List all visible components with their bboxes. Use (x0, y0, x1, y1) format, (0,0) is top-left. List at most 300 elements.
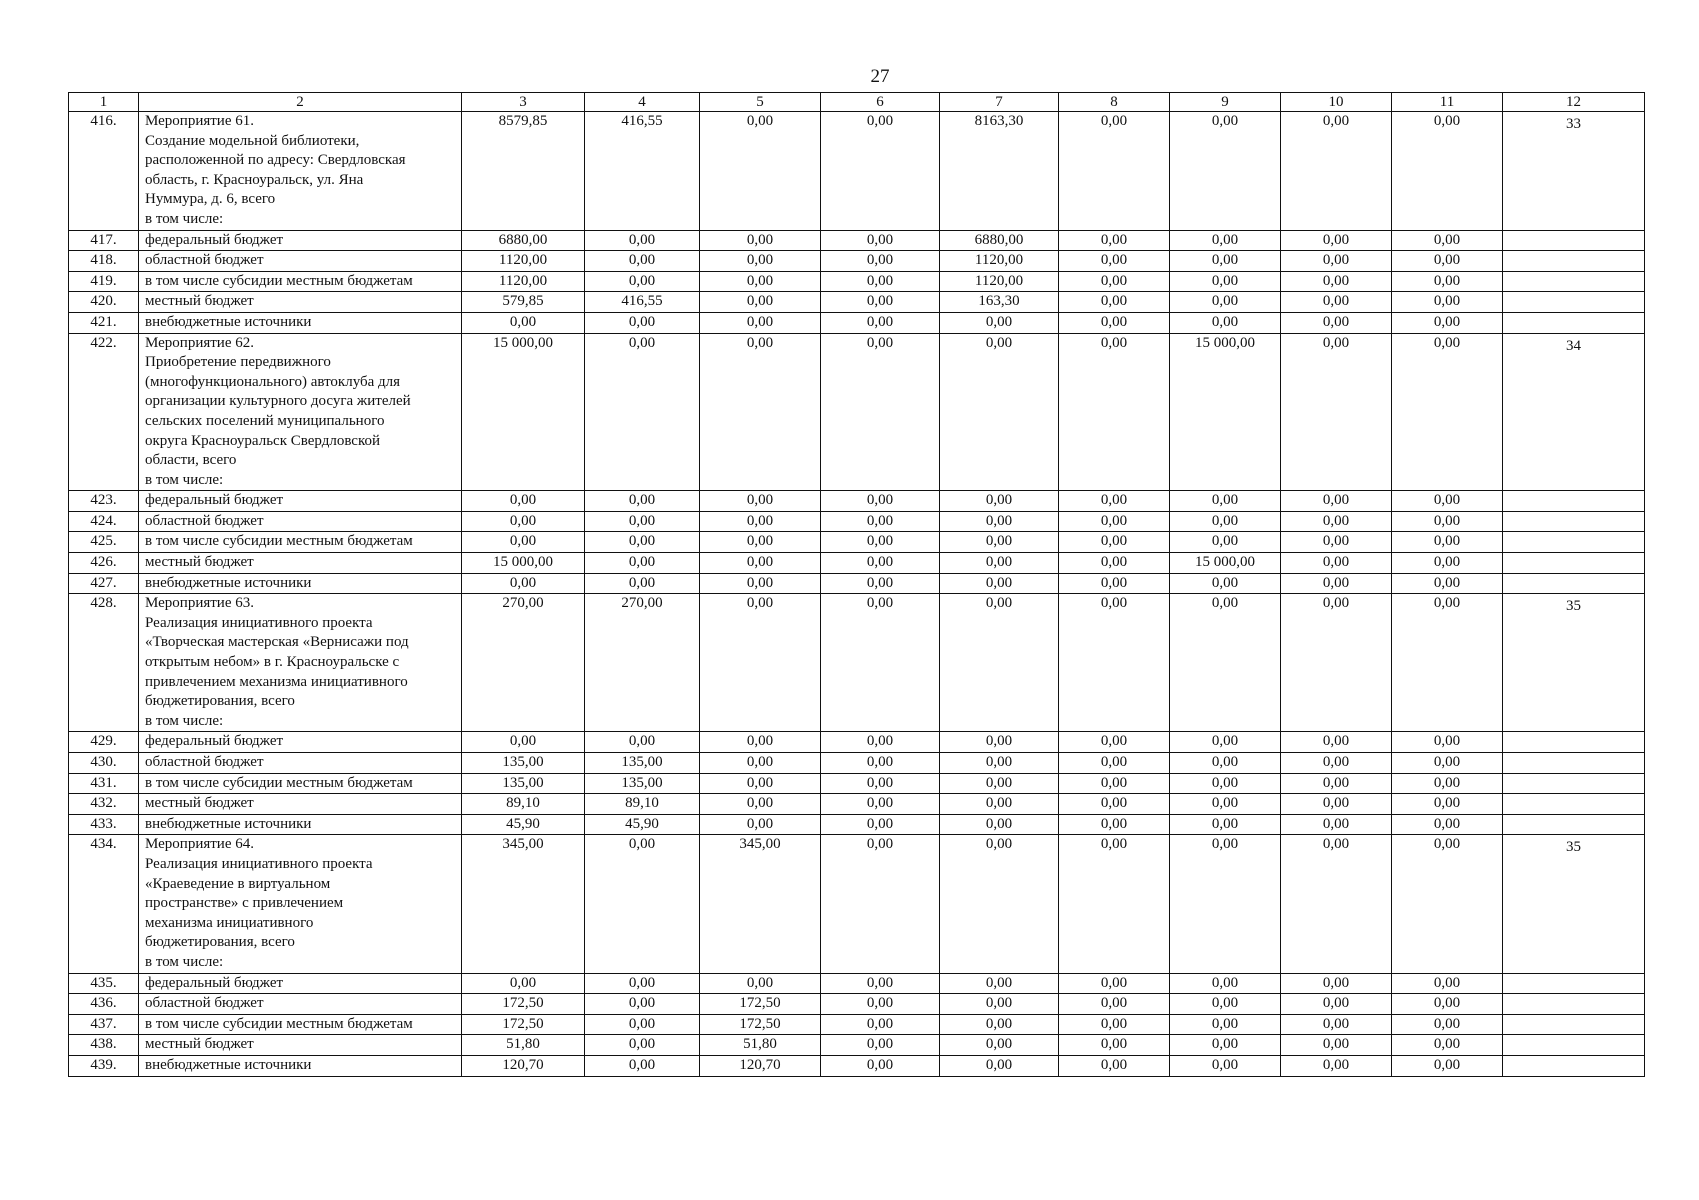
value-cell-col-9: 0,00 (1170, 271, 1281, 292)
table-row (69, 312, 1645, 333)
value-cell-col-5: 0,00 (700, 773, 821, 794)
value-cell-col-6: 0,00 (821, 333, 940, 491)
value-cell-col-6: 0,00 (821, 573, 940, 594)
reference-cell (1503, 973, 1645, 994)
value-cell-col-10: 0,00 (1281, 230, 1392, 251)
row-label (139, 794, 462, 815)
row-number: 428. (69, 594, 139, 732)
row-label-line: механизма инициативного (145, 914, 314, 931)
value-cell-col-7: 1120,00 (940, 271, 1059, 292)
row-number: 430. (69, 753, 139, 774)
value-cell-col-3: 8579,85 (462, 112, 585, 231)
value-cell-col-7: 0,00 (940, 732, 1059, 753)
value-cell-col-10: 0,00 (1281, 271, 1392, 292)
value-cell-col-11: 0,00 (1392, 112, 1503, 231)
value-cell-col-11: 0,00 (1392, 1014, 1503, 1035)
value-cell-col-5: 0,00 (700, 333, 821, 491)
row-label-line: федеральный бюджет (145, 492, 284, 509)
value-cell-col-11: 0,00 (1392, 271, 1503, 292)
row-label (139, 814, 462, 835)
reference-cell (1503, 994, 1645, 1015)
row-label-line: в том числе субсидии местным бюджетам (145, 533, 413, 550)
row-label-line: расположенной по адресу: Свердловская (145, 152, 406, 169)
value-cell-col-4: 0,00 (585, 973, 700, 994)
value-cell-col-6: 0,00 (821, 594, 940, 732)
value-cell-col-9: 0,00 (1170, 794, 1281, 815)
value-cell-col-5: 0,00 (700, 312, 821, 333)
row-label-line: в том числе субсидии местным бюджетам (145, 272, 413, 289)
value-cell-col-7: 0,00 (940, 794, 1059, 815)
value-cell-col-7: 0,00 (940, 773, 1059, 794)
value-cell-col-4: 0,00 (585, 732, 700, 753)
row-number: 432. (69, 794, 139, 815)
value-cell-col-5: 0,00 (700, 794, 821, 815)
value-cell-col-10: 0,00 (1281, 994, 1392, 1015)
value-cell-col-4: 89,10 (585, 794, 700, 815)
value-cell-col-8: 0,00 (1059, 112, 1170, 231)
value-cell-col-8: 0,00 (1059, 732, 1170, 753)
row-label (139, 333, 462, 491)
value-cell-col-4: 0,00 (585, 491, 700, 512)
row-label (139, 251, 462, 272)
value-cell-col-6: 0,00 (821, 973, 940, 994)
row-number: 434. (69, 835, 139, 973)
value-cell-col-7: 0,00 (940, 1014, 1059, 1035)
row-label-line: местный бюджет (145, 293, 254, 310)
reference-cell (1503, 753, 1645, 774)
value-cell-col-9: 0,00 (1170, 1055, 1281, 1076)
value-cell-col-7: 0,00 (940, 1055, 1059, 1076)
row-number: 438. (69, 1035, 139, 1056)
value-cell-col-10: 0,00 (1281, 553, 1392, 574)
value-cell-col-4: 0,00 (585, 312, 700, 333)
value-cell-col-3: 0,00 (462, 573, 585, 594)
value-cell-col-6: 0,00 (821, 491, 940, 512)
value-cell-col-11: 0,00 (1392, 532, 1503, 553)
row-number: 431. (69, 773, 139, 794)
value-cell-col-5: 0,00 (700, 732, 821, 753)
value-cell-col-11: 0,00 (1392, 994, 1503, 1015)
value-cell-col-11: 0,00 (1392, 835, 1503, 973)
table-row (69, 292, 1645, 313)
value-cell-col-11: 0,00 (1392, 511, 1503, 532)
value-cell-col-4: 416,55 (585, 292, 700, 313)
value-cell-col-11: 0,00 (1392, 251, 1503, 272)
value-cell-col-10: 0,00 (1281, 794, 1392, 815)
row-label-line: «Краеведение в виртуальном (145, 875, 331, 892)
column-header-1: 1 (69, 93, 139, 112)
row-label-line: Реализация инициативного проекта (145, 614, 373, 631)
value-cell-col-3: 45,90 (462, 814, 585, 835)
value-cell-col-9: 0,00 (1170, 753, 1281, 774)
value-cell-col-8: 0,00 (1059, 230, 1170, 251)
value-cell-col-3: 1120,00 (462, 271, 585, 292)
value-cell-col-3: 0,00 (462, 511, 585, 532)
value-cell-col-7: 0,00 (940, 532, 1059, 553)
value-cell-col-10: 0,00 (1281, 732, 1392, 753)
value-cell-col-7: 8163,30 (940, 112, 1059, 231)
value-cell-col-10: 0,00 (1281, 594, 1392, 732)
value-cell-col-11: 0,00 (1392, 292, 1503, 313)
value-cell-col-4: 0,00 (585, 1055, 700, 1076)
value-cell-col-8: 0,00 (1059, 532, 1170, 553)
reference-cell (1503, 773, 1645, 794)
value-cell-col-10: 0,00 (1281, 573, 1392, 594)
value-cell-col-10: 0,00 (1281, 973, 1392, 994)
value-cell-col-5: 172,50 (700, 994, 821, 1015)
table-row (69, 333, 1645, 491)
table-row (69, 532, 1645, 553)
value-cell-col-6: 0,00 (821, 835, 940, 973)
column-header-9: 9 (1170, 93, 1281, 112)
reference-cell: 33 (1503, 112, 1645, 231)
value-cell-col-6: 0,00 (821, 271, 940, 292)
value-cell-col-3: 89,10 (462, 794, 585, 815)
row-label (139, 271, 462, 292)
row-label-line: в том числе: (145, 210, 224, 227)
row-label-line: Реализация инициативного проекта (145, 855, 373, 872)
reference-cell: 35 (1503, 835, 1645, 973)
value-cell-col-11: 0,00 (1392, 553, 1503, 574)
reference-cell (1503, 491, 1645, 512)
row-label-line: Создание модельной библиотеки, (145, 132, 360, 149)
value-cell-col-5: 0,00 (700, 511, 821, 532)
value-cell-col-5: 345,00 (700, 835, 821, 973)
reference-cell (1503, 573, 1645, 594)
value-cell-col-10: 0,00 (1281, 835, 1392, 973)
value-cell-col-9: 0,00 (1170, 994, 1281, 1015)
value-cell-col-10: 0,00 (1281, 333, 1392, 491)
reference-cell (1503, 1035, 1645, 1056)
reference-cell (1503, 1055, 1645, 1076)
row-number: 427. (69, 573, 139, 594)
table-row (69, 814, 1645, 835)
row-label (139, 491, 462, 512)
row-label-line: сельских поселений муниципального (145, 412, 385, 429)
row-label-line: пространстве» с привлечением (145, 895, 344, 912)
value-cell-col-5: 0,00 (700, 594, 821, 732)
row-label-line: (многофункционального) автоклуба для (145, 373, 401, 390)
value-cell-col-4: 0,00 (585, 230, 700, 251)
column-header-3: 3 (462, 93, 585, 112)
value-cell-col-9: 0,00 (1170, 814, 1281, 835)
table-body (69, 93, 1645, 1077)
row-number: 418. (69, 251, 139, 272)
table-row (69, 553, 1645, 574)
value-cell-col-7: 1120,00 (940, 251, 1059, 272)
table-row (69, 1014, 1645, 1035)
row-label-line: в том числе: (145, 712, 224, 729)
row-number: 423. (69, 491, 139, 512)
value-cell-col-8: 0,00 (1059, 312, 1170, 333)
value-cell-col-4: 45,90 (585, 814, 700, 835)
value-cell-col-9: 0,00 (1170, 732, 1281, 753)
row-label (139, 532, 462, 553)
table-row (69, 732, 1645, 753)
row-label-line: местный бюджет (145, 795, 254, 812)
value-cell-col-3: 345,00 (462, 835, 585, 973)
column-header-8: 8 (1059, 93, 1170, 112)
value-cell-col-6: 0,00 (821, 292, 940, 313)
table-row (69, 594, 1645, 732)
value-cell-col-3: 0,00 (462, 732, 585, 753)
row-label-line: округа Красноуральск Свердловской (145, 432, 381, 449)
column-header-7: 7 (940, 93, 1059, 112)
column-header-11: 11 (1392, 93, 1503, 112)
value-cell-col-11: 0,00 (1392, 753, 1503, 774)
value-cell-col-3: 0,00 (462, 491, 585, 512)
value-cell-col-10: 0,00 (1281, 312, 1392, 333)
value-cell-col-9: 0,00 (1170, 532, 1281, 553)
value-cell-col-9: 15 000,00 (1170, 553, 1281, 574)
value-cell-col-4: 135,00 (585, 753, 700, 774)
row-label-line: в том числе: (145, 471, 224, 488)
row-label-line: Мероприятие 61. (145, 113, 254, 129)
row-number: 420. (69, 292, 139, 313)
value-cell-col-11: 0,00 (1392, 1035, 1503, 1056)
value-cell-col-4: 416,55 (585, 112, 700, 231)
row-label-line: федеральный бюджет (145, 974, 284, 991)
value-cell-col-8: 0,00 (1059, 1035, 1170, 1056)
value-cell-col-5: 0,00 (700, 553, 821, 574)
value-cell-col-8: 0,00 (1059, 794, 1170, 815)
value-cell-col-8: 0,00 (1059, 594, 1170, 732)
value-cell-col-5: 0,00 (700, 573, 821, 594)
value-cell-col-6: 0,00 (821, 994, 940, 1015)
value-cell-col-6: 0,00 (821, 773, 940, 794)
value-cell-col-9: 0,00 (1170, 491, 1281, 512)
row-number: 429. (69, 732, 139, 753)
value-cell-col-11: 0,00 (1392, 773, 1503, 794)
value-cell-col-3: 270,00 (462, 594, 585, 732)
value-cell-col-8: 0,00 (1059, 491, 1170, 512)
value-cell-col-10: 0,00 (1281, 112, 1392, 231)
value-cell-col-8: 0,00 (1059, 773, 1170, 794)
value-cell-col-8: 0,00 (1059, 973, 1170, 994)
row-label-line: Нуммура, д. 6, всего (145, 191, 276, 208)
row-number: 436. (69, 994, 139, 1015)
value-cell-col-3: 6880,00 (462, 230, 585, 251)
row-number: 435. (69, 973, 139, 994)
value-cell-col-10: 0,00 (1281, 511, 1392, 532)
value-cell-col-7: 0,00 (940, 573, 1059, 594)
row-label-line: область, г. Красноуральск, ул. Яна (145, 171, 364, 188)
value-cell-col-5: 172,50 (700, 1014, 821, 1035)
value-cell-col-9: 0,00 (1170, 973, 1281, 994)
value-cell-col-4: 0,00 (585, 573, 700, 594)
value-cell-col-8: 0,00 (1059, 251, 1170, 272)
value-cell-col-4: 0,00 (585, 553, 700, 574)
reference-cell (1503, 511, 1645, 532)
value-cell-col-7: 163,30 (940, 292, 1059, 313)
value-cell-col-6: 0,00 (821, 732, 940, 753)
value-cell-col-5: 120,70 (700, 1055, 821, 1076)
column-header-10: 10 (1281, 93, 1392, 112)
reference-cell: 34 (1503, 333, 1645, 491)
row-label (139, 292, 462, 313)
value-cell-col-8: 0,00 (1059, 835, 1170, 973)
table-row (69, 271, 1645, 292)
value-cell-col-8: 0,00 (1059, 292, 1170, 313)
value-cell-col-11: 0,00 (1392, 230, 1503, 251)
row-label-line: Мероприятие 62. (145, 334, 254, 351)
value-cell-col-4: 0,00 (585, 1035, 700, 1056)
row-label-line: организации культурного досуга жителей (145, 393, 411, 410)
column-header-2: 2 (139, 93, 462, 112)
row-label (139, 312, 462, 333)
value-cell-col-10: 0,00 (1281, 773, 1392, 794)
value-cell-col-9: 0,00 (1170, 1035, 1281, 1056)
value-cell-col-8: 0,00 (1059, 1014, 1170, 1035)
value-cell-col-6: 0,00 (821, 532, 940, 553)
row-number: 433. (69, 814, 139, 835)
value-cell-col-9: 0,00 (1170, 292, 1281, 313)
row-label-line: привлечением механизма инициативного (145, 673, 408, 690)
value-cell-col-5: 0,00 (700, 251, 821, 272)
value-cell-col-4: 0,00 (585, 333, 700, 491)
value-cell-col-7: 0,00 (940, 491, 1059, 512)
reference-cell (1503, 251, 1645, 272)
row-label (139, 773, 462, 794)
row-label-line: Приобретение передвижного (145, 354, 331, 371)
value-cell-col-11: 0,00 (1392, 973, 1503, 994)
value-cell-col-7: 0,00 (940, 594, 1059, 732)
row-label (139, 1014, 462, 1035)
row-label (139, 230, 462, 251)
row-number: 419. (69, 271, 139, 292)
value-cell-col-8: 0,00 (1059, 553, 1170, 574)
reference-cell (1503, 732, 1645, 753)
table-row (69, 491, 1645, 512)
value-cell-col-11: 0,00 (1392, 1055, 1503, 1076)
row-label (139, 573, 462, 594)
row-label-line: областной бюджет (145, 252, 264, 269)
value-cell-col-11: 0,00 (1392, 573, 1503, 594)
value-cell-col-10: 0,00 (1281, 1035, 1392, 1056)
value-cell-col-4: 0,00 (585, 511, 700, 532)
table-row (69, 794, 1645, 815)
row-label-line: внебюджетные источники (145, 313, 312, 330)
row-number: 439. (69, 1055, 139, 1076)
row-label (139, 753, 462, 774)
value-cell-col-4: 0,00 (585, 251, 700, 272)
reference-cell: 35 (1503, 594, 1645, 732)
table-row (69, 753, 1645, 774)
table-row (69, 251, 1645, 272)
row-label-line: внебюджетные источники (145, 574, 312, 591)
column-header-5: 5 (700, 93, 821, 112)
row-label (139, 994, 462, 1015)
row-number: 424. (69, 511, 139, 532)
value-cell-col-8: 0,00 (1059, 994, 1170, 1015)
value-cell-col-5: 0,00 (700, 230, 821, 251)
row-label-line: Мероприятие 63. (145, 595, 254, 612)
value-cell-col-6: 0,00 (821, 112, 940, 231)
value-cell-col-7: 6880,00 (940, 230, 1059, 251)
value-cell-col-3: 0,00 (462, 312, 585, 333)
value-cell-col-7: 0,00 (940, 333, 1059, 491)
row-label-line: федеральный бюджет (145, 231, 284, 248)
value-cell-col-10: 0,00 (1281, 532, 1392, 553)
value-cell-col-5: 0,00 (700, 532, 821, 553)
value-cell-col-4: 0,00 (585, 835, 700, 973)
value-cell-col-4: 0,00 (585, 271, 700, 292)
value-cell-col-3: 135,00 (462, 753, 585, 774)
value-cell-col-11: 0,00 (1392, 333, 1503, 491)
value-cell-col-6: 0,00 (821, 251, 940, 272)
row-label-line: областной бюджет (145, 995, 264, 1012)
value-cell-col-9: 15 000,00 (1170, 333, 1281, 491)
row-label (139, 112, 462, 231)
value-cell-col-3: 172,50 (462, 994, 585, 1015)
row-number: 426. (69, 553, 139, 574)
row-number: 437. (69, 1014, 139, 1035)
value-cell-col-11: 0,00 (1392, 491, 1503, 512)
table-row (69, 973, 1645, 994)
value-cell-col-6: 0,00 (821, 511, 940, 532)
value-cell-col-10: 0,00 (1281, 292, 1392, 313)
row-label-line: области, всего (145, 452, 237, 469)
reference-cell (1503, 271, 1645, 292)
value-cell-col-7: 0,00 (940, 1035, 1059, 1056)
value-cell-col-3: 0,00 (462, 532, 585, 553)
value-cell-col-8: 0,00 (1059, 511, 1170, 532)
table-row (69, 230, 1645, 251)
value-cell-col-7: 0,00 (940, 753, 1059, 774)
reference-cell (1503, 532, 1645, 553)
value-cell-col-5: 0,00 (700, 271, 821, 292)
value-cell-col-3: 120,70 (462, 1055, 585, 1076)
value-cell-col-4: 0,00 (585, 532, 700, 553)
table-row (69, 1055, 1645, 1076)
row-label-line: открытым небом» в г. Красноуральске с (145, 654, 400, 671)
row-label (139, 1055, 462, 1076)
value-cell-col-5: 0,00 (700, 973, 821, 994)
row-label-line: местный бюджет (145, 554, 254, 571)
value-cell-col-3: 579,85 (462, 292, 585, 313)
table-row (69, 573, 1645, 594)
table-row (69, 994, 1645, 1015)
value-cell-col-7: 0,00 (940, 511, 1059, 532)
value-cell-col-9: 0,00 (1170, 573, 1281, 594)
row-label-line: внебюджетные источники (145, 1056, 312, 1073)
value-cell-col-3: 15 000,00 (462, 553, 585, 574)
reference-cell (1503, 312, 1645, 333)
row-label-line: в том числе: (145, 953, 224, 970)
value-cell-col-9: 0,00 (1170, 312, 1281, 333)
value-cell-col-10: 0,00 (1281, 491, 1392, 512)
reference-cell (1503, 553, 1645, 574)
value-cell-col-7: 0,00 (940, 835, 1059, 973)
row-label (139, 835, 462, 973)
row-label-line: в том числе субсидии местным бюджетам (145, 774, 413, 791)
row-number: 422. (69, 333, 139, 491)
value-cell-col-10: 0,00 (1281, 251, 1392, 272)
value-cell-col-8: 0,00 (1059, 814, 1170, 835)
row-label-line: бюджетирования, всего (145, 693, 295, 710)
value-cell-col-6: 0,00 (821, 1055, 940, 1076)
table-row (69, 112, 1645, 231)
row-number: 425. (69, 532, 139, 553)
value-cell-col-4: 135,00 (585, 773, 700, 794)
row-label-line: внебюджетные источники (145, 815, 312, 832)
value-cell-col-5: 0,00 (700, 814, 821, 835)
reference-cell (1503, 794, 1645, 815)
row-number: 416. (69, 112, 139, 231)
value-cell-col-5: 0,00 (700, 112, 821, 231)
row-label (139, 732, 462, 753)
row-label-line: местный бюджет (145, 1036, 254, 1053)
